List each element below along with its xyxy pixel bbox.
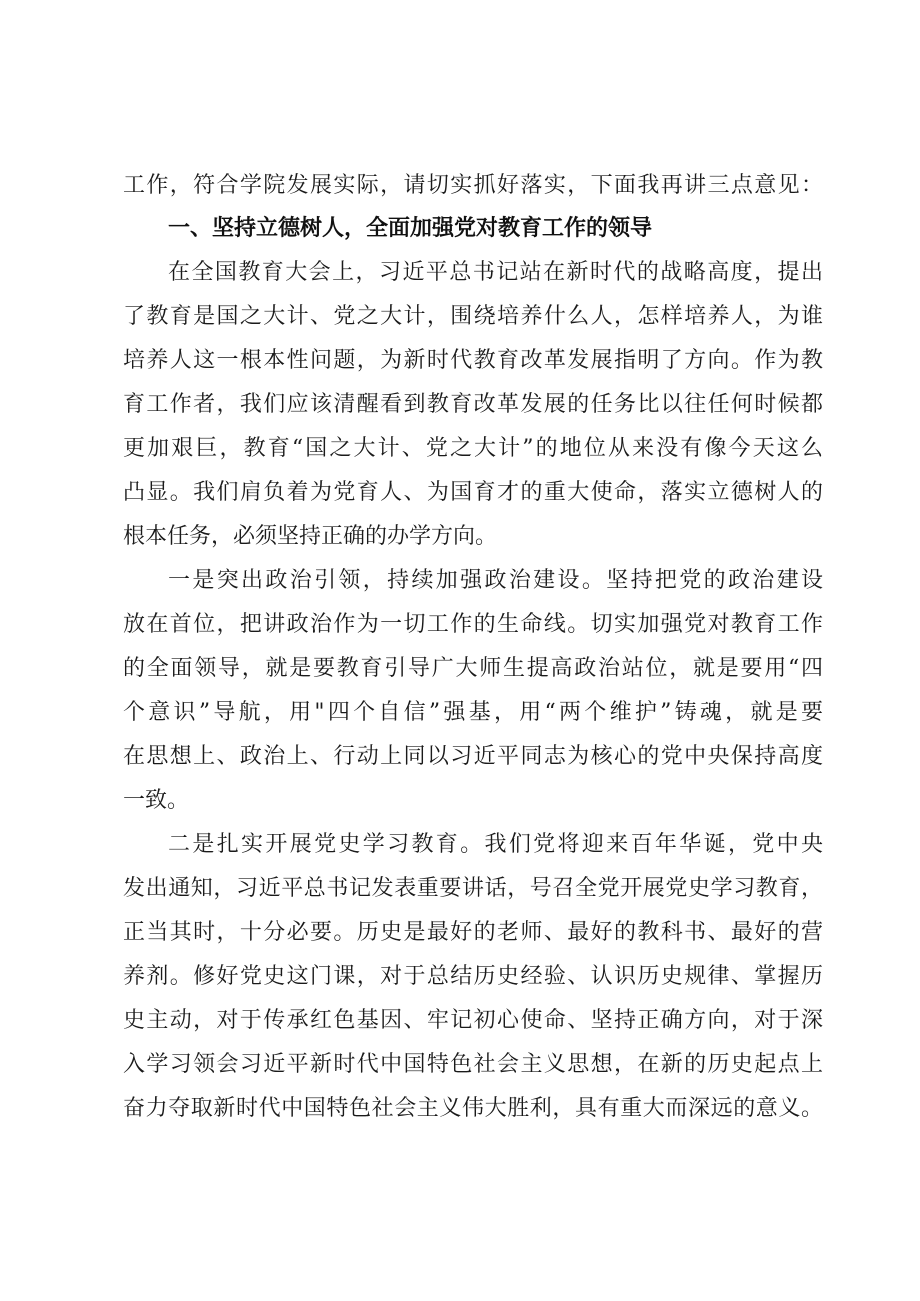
paragraph-line: 养剂。修好党史这门课，对于总结历史经验、认识历史规律、掌握历	[123, 964, 823, 989]
paragraph-line: 根本任务，必须坚持正确的办学方向。	[123, 524, 498, 549]
paragraph-line: 发出通知，习近平总书记发表重要讲话，号召全党开展党史学习教育，	[123, 876, 823, 901]
section-heading: 一、坚持立德树人，全面加强党对教育工作的领导	[168, 216, 653, 241]
paragraph-line: 史主动，对于传承红色基因、牢记初心使命、坚持正确方向，对于深	[123, 1008, 823, 1033]
paragraph-line: 的全面领导，就是要教育引导广大师生提高政治站位，就是要用“四	[123, 656, 823, 681]
paragraph-line: 正当其时，十分必要。历史是最好的老师、最好的教科书、最好的营	[123, 920, 823, 945]
paragraph-line: 在全国教育大会上，习近平总书记站在新时代的战略高度，提出	[168, 260, 823, 285]
intro-line: 工作，符合学院发展实际，请切实抓好落实，下面我再讲三点意见：	[123, 173, 823, 198]
paragraph-line: 培养人这一根本性问题，为新时代教育改革发展指明了方向。作为教	[123, 348, 823, 373]
paragraph-line: 一致。	[123, 788, 190, 813]
paragraph-line: 凸显。我们肩负着为党育人、为国育才的重大使命，落实立德树人的	[123, 480, 823, 505]
paragraph-line: 育工作者，我们应该清醒看到教育改革发展的任务比以往任何时候都	[123, 392, 823, 417]
paragraph-line: 奋力夺取新时代中国特色社会主义伟大胜利，具有重大而深远的意义。	[123, 1096, 823, 1121]
paragraph-line: 一是突出政治引领，持续加强政治建设。坚持把党的政治建设	[168, 568, 823, 593]
paragraph-line: 了教育是国之大计、党之大计，围绕培养什么人，怎样培养人，为谁	[123, 304, 823, 329]
paragraph-line: 更加艰巨，教育“国之大计、党之大计”的地位从来没有像今天这么	[123, 436, 823, 461]
paragraph-line: 在思想上、政治上、行动上同以习近平同志为核心的党中央保持高度	[123, 744, 823, 769]
paragraph-line: 入学习领会习近平新时代中国特色社会主义思想，在新的历史起点上	[123, 1052, 823, 1077]
paragraph-line: 个意识”导航，用"四个自信”强基，用“两个维护”铸魂，就是要	[123, 700, 823, 725]
paragraph-line: 放在首位，把讲政治作为一切工作的生命线。切实加强党对教育工作	[123, 612, 823, 637]
paragraph-line: 二是扎实开展党史学习教育。我们党将迎来百年华诞，党中央	[168, 832, 823, 857]
